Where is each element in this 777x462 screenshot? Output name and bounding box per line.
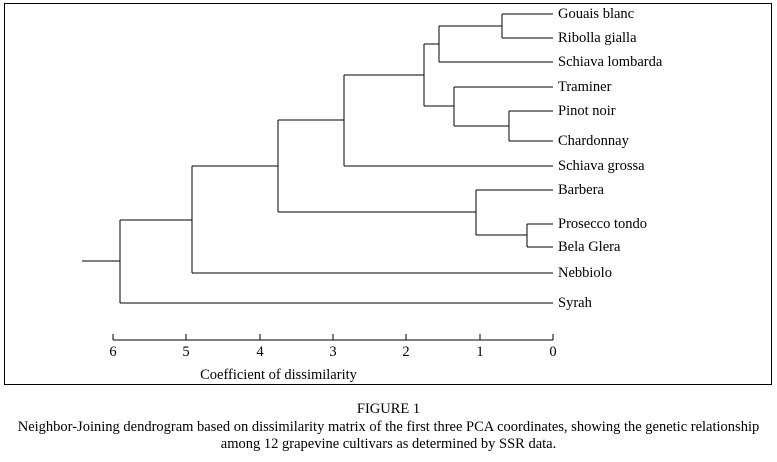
leaf-label-syrah: Syrah [558,295,592,311]
x-tick-5: 5 [182,344,190,360]
leaf-label-gouais-blanc: Gouais blanc [558,6,635,22]
leaf-label-nebbiolo: Nebbiolo [558,265,612,281]
x-tick-4: 4 [256,344,264,360]
x-tick-1: 1 [476,344,484,360]
figure-caption-line2: among 12 grapevine cultivars as determined by SSR data. [220,436,557,452]
x-tick-6: 6 [109,344,117,360]
leaf-label-schiava-grossa: Schiava grossa [558,158,645,174]
leaf-label-traminer: Traminer [558,79,612,95]
leaf-label-barbera: Barbera [558,182,604,198]
figure-label: FIGURE 1 [356,401,421,417]
leaf-label-pinot-noir: Pinot noir [558,103,616,119]
leaf-label-chardonnay: Chardonnay [558,133,629,149]
leaf-label-prosecco-tondo: Prosecco tondo [558,216,647,232]
x-tick-3: 3 [329,344,337,360]
x-axis-title: Coefficient of dissimilarity [200,367,357,383]
leaf-label-ribolla-gialla: Ribolla gialla [558,30,637,46]
figure-caption-line1: Neighbor-Joining dendrogram based on dissimilarity matrix of the first three PCA coordinates, showing the genetic relationship [17,419,760,435]
x-tick-0: 0 [549,344,557,360]
leaf-label-schiava-lombarda: Schiava lombarda [558,54,663,70]
leaf-label-bela-glera: Bela Glera [558,239,621,255]
x-tick-2: 2 [402,344,410,360]
